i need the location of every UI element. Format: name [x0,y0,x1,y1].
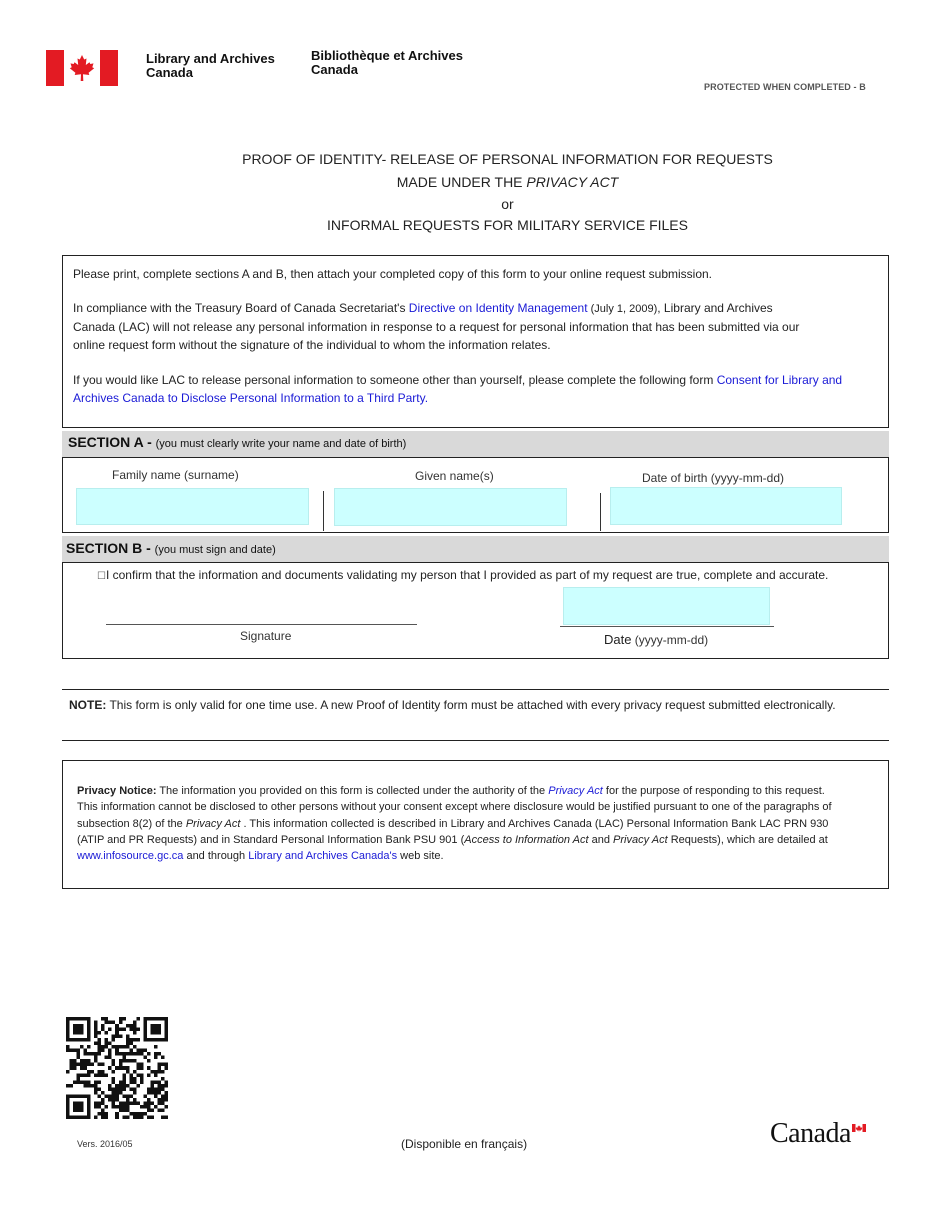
qr-code [66,1017,168,1119]
date-of-birth-field[interactable] [610,487,842,525]
family-name-field[interactable] [76,488,309,525]
instructions-p2-after: , Library and Archives Canada (LAC) will not release any personal information in response to a request for personal information that has been submitted via our online request form without the signature of the individual to whom the information relates. [73,301,800,352]
given-names-label: Given name(s) [415,469,494,483]
form-title-line2-prefix: MADE UNDER THE [396,174,527,190]
note-bottom-rule [62,740,889,741]
privacy-text-part: The information you provided on this form is collected under the authority of the [156,785,549,797]
french-availability-note: (Disponible en français) [401,1137,528,1151]
signature-date-label-word: Date [604,632,632,647]
access-to-information-act-italic: Access to Information Act [464,833,589,846]
instructions-paragraph-1: Please print, complete sections A and B, then attach your completed copy of this form to your online request submission. [73,267,713,281]
canada-wordmark-text: Canada [770,1118,851,1149]
signature-date-field[interactable] [563,587,770,625]
canada-flag-icon [46,50,118,86]
privacy-text-part: . This information collected is described in Library and Archives Canada (LAC) Personal Information Bank LAC PRN 930 (ATIP and PR Requests) and in Standard Personal Information Bank PSU 901 ( [77,817,829,846]
note-label: NOTE: [69,698,107,712]
section-a-header [62,431,889,457]
org-name-english [146,52,275,80]
section-a-title: SECTION A - [68,434,156,450]
instructions-p3-before: If you would like LAC to release personal information to someone other than yourself, please complete the following form [73,373,717,387]
instructions-paragraph-2 [73,299,878,354]
date-of-birth-label: Date of birth (yyyy-mm-dd) [642,471,785,485]
canada-wordmark [770,1118,851,1150]
section-b-title: SECTION B - [66,540,155,556]
org-name-french [311,49,463,77]
section-b-header [62,536,889,562]
note-text [69,696,869,715]
section-a-instruction: (you must clearly write your name and date of birth) [155,438,407,450]
privacy-text-part: Requests), which are detailed at [667,833,828,846]
privacy-text-part: and [588,833,614,846]
privacy-act-italic: Privacy Act [185,817,241,830]
lac-website-link[interactable]: Library and Archives Canada's [248,850,398,863]
form-title-privacy-act: PRIVACY ACT [526,174,619,190]
signature-date-label [604,632,708,647]
org-name-french-line1: Bibliothèque et Archives [311,48,463,63]
signature-date-format: (yyyy-mm-dd) [631,633,709,647]
signature-label: Signature [240,629,292,643]
org-name-english-line1: Library and Archives [146,51,275,66]
confirmation-text: I confirm that the information and documents validating my person that I provided as part of my request are true, complete and accurate. [105,568,829,582]
field-divider [600,493,601,531]
confirmation-statement [97,568,828,582]
section-b-instruction: (you must sign and date) [154,544,276,556]
privacy-notice-label: Privacy Notice: [77,785,157,797]
form-title-or: or [501,196,514,212]
directive-date: (July 1, 2009) [587,303,658,315]
privacy-text-part: for the purpose of responding to this request. This information cannot be disclosed to other persons without your consent except where disclosure would be justified pursuant to one of the paragraphs of subsection 8(2) of the [77,785,832,830]
form-title-line4: INFORMAL REQUESTS FOR MILITARY SERVICE FILES [327,217,688,233]
infosource-link[interactable]: www.infosource.gc.ca [77,850,184,863]
directive-identity-management-link[interactable]: Directive on Identity Management [408,301,588,315]
instructions-box [62,255,889,428]
form-title-line2 [0,174,950,190]
privacy-text-part: web site. [397,850,444,863]
consent-third-party-link[interactable]: Consent for Library and Archives Canada to Disclose Personal Information to a Third Party. [73,373,843,405]
version-label: Vers. 2016/05 [77,1139,133,1149]
family-name-label: Family name (surname) [112,468,239,482]
protected-label: PROTECTED WHEN COMPLETED - B [704,82,866,92]
given-names-field[interactable] [334,488,567,526]
signature-line [106,624,417,625]
org-name-french-line2: Canada [311,62,358,77]
instructions-p2-before: In compliance with the Treasury Board of Canada Secretariat's [73,301,409,315]
instructions-paragraph-3 [73,371,878,407]
field-divider [323,491,324,531]
privacy-notice-text [77,783,837,864]
org-name-english-line2: Canada [146,65,193,80]
note-top-rule [62,689,889,690]
privacy-act-link[interactable]: Privacy Act [548,785,603,797]
wordmark-flag-icon [852,1124,866,1132]
confirmation-checkbox[interactable]: ☐ [97,571,106,582]
form-title-line1: PROOF OF IDENTITY- RELEASE OF PERSONAL INFORMATION FOR REQUESTS [242,151,773,167]
note-body: This form is only valid for one time use. A new Proof of Identity form must be attached with every privacy request submitted electronically. [109,698,836,712]
privacy-text-part: and through [183,850,249,863]
privacy-act-italic: Privacy Act [613,833,668,846]
date-line [560,626,774,627]
